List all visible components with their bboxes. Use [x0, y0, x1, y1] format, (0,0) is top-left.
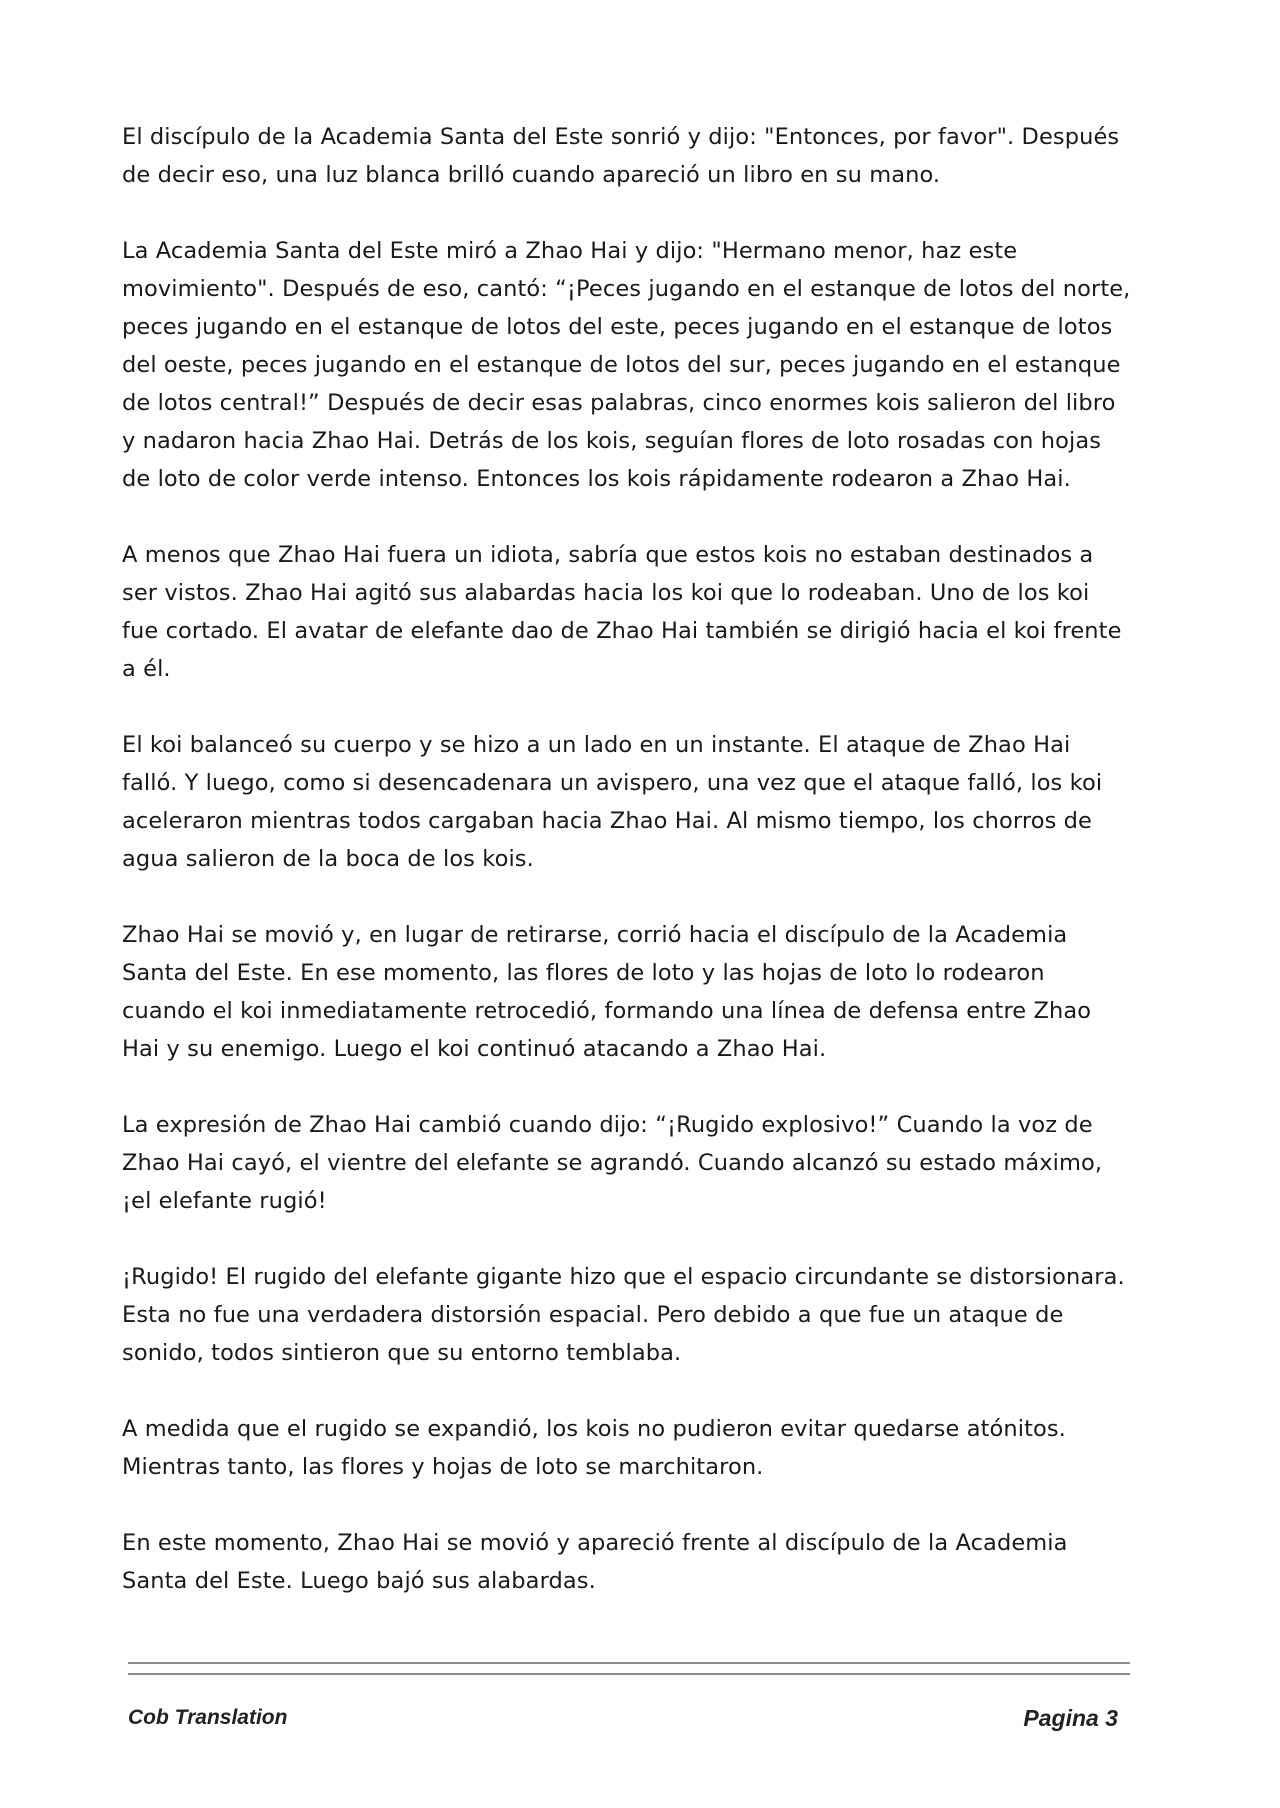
- paragraph: La Academia Santa del Este miró a Zhao Hai y dijo: "Hermano menor, haz este movimiento". Después de eso, cantó: “¡Peces jugando en el estanque de lotos del norte, peces jugando en el estanque de lotos del este, peces jugando en el estanque de lotos del oeste, peces jugando en el estanque de lotos del sur, peces jugando en el estanque de lotos central!” Después de decir esas palabras, cinco enormes kois salieron del libro y nadaron hacia Zhao Hai. Detrás de los kois, seguían flores de loto rosadas con hojas de loto de color verde intenso. Entonces los kois rápidamente rodearon a Zhao Hai.: [122, 238, 1131, 492]
- footer-rule-top: [128, 1662, 1130, 1664]
- paragraph: El discípulo de la Academia Santa del Este sonrió y dijo: "Entonces, por favor". Después de decir eso, una luz blanca brilló cuando apareció un libro en su mano.: [122, 124, 1120, 188]
- paragraph: En este momento, Zhao Hai se movió y apareció frente al discípulo de la Academia Santa del Este. Luego bajó sus alabardas.: [122, 1530, 1068, 1594]
- footer-rule-bottom: [128, 1673, 1130, 1675]
- paragraph: ¡Rugido! El rugido del elefante gigante hizo que el espacio circundante se distorsionara. Esta no fue una verdadera distorsión espacial. Pero debido a que fue un ataque de sonido, todos sintieron que su entorno temblaba.: [122, 1264, 1125, 1366]
- footer-page-number: Pagina 3: [1023, 1704, 1118, 1731]
- paragraph: Zhao Hai se movió y, en lugar de retirarse, corrió hacia el discípulo de la Academia Santa del Este. En ese momento, las flores de loto y las hojas de loto lo rodearon cuando el koi inmediatamente retrocedió, formando una línea de defensa entre Zhao Hai y su enemigo. Luego el koi continuó atacando a Zhao Hai.: [122, 922, 1092, 1062]
- paragraph: El koi balanceó su cuerpo y se hizo a un lado en un instante. El ataque de Zhao Hai falló. Y luego, como si desencadenara un avispero, una vez que el ataque falló, los koi aceleraron mientras todos cargaban hacia Zhao Hai. Al mismo tiempo, los chorros de agua salieron de la boca de los kois.: [122, 732, 1103, 872]
- paragraph: A menos que Zhao Hai fuera un idiota, sabría que estos kois no estaban destinados a ser vistos. Zhao Hai agitó sus alabardas hacia los koi que lo rodeaban. Uno de los koi fue cortado. El avatar de elefante dao de Zhao Hai también se dirigió hacia el koi frente a él.: [122, 542, 1122, 682]
- footer-translator-credit: Cob Translation: [128, 1706, 288, 1729]
- paragraph: A medida que el rugido se expandió, los kois no pudieron evitar quedarse atónitos. Mientras tanto, las flores y hojas de loto se marchitaron.: [122, 1416, 1066, 1480]
- footer-divider: [128, 1662, 1130, 1684]
- page-footer: [128, 1700, 1118, 1736]
- paragraph: La expresión de Zhao Hai cambió cuando dijo: “¡Rugido explosivo!” Cuando la voz de Zhao Hai cayó, el vientre del elefante se agrandó. Cuando alcanzó su estado máximo, ¡el elefante rugió!: [122, 1112, 1103, 1214]
- body-text: [122, 118, 1132, 1638]
